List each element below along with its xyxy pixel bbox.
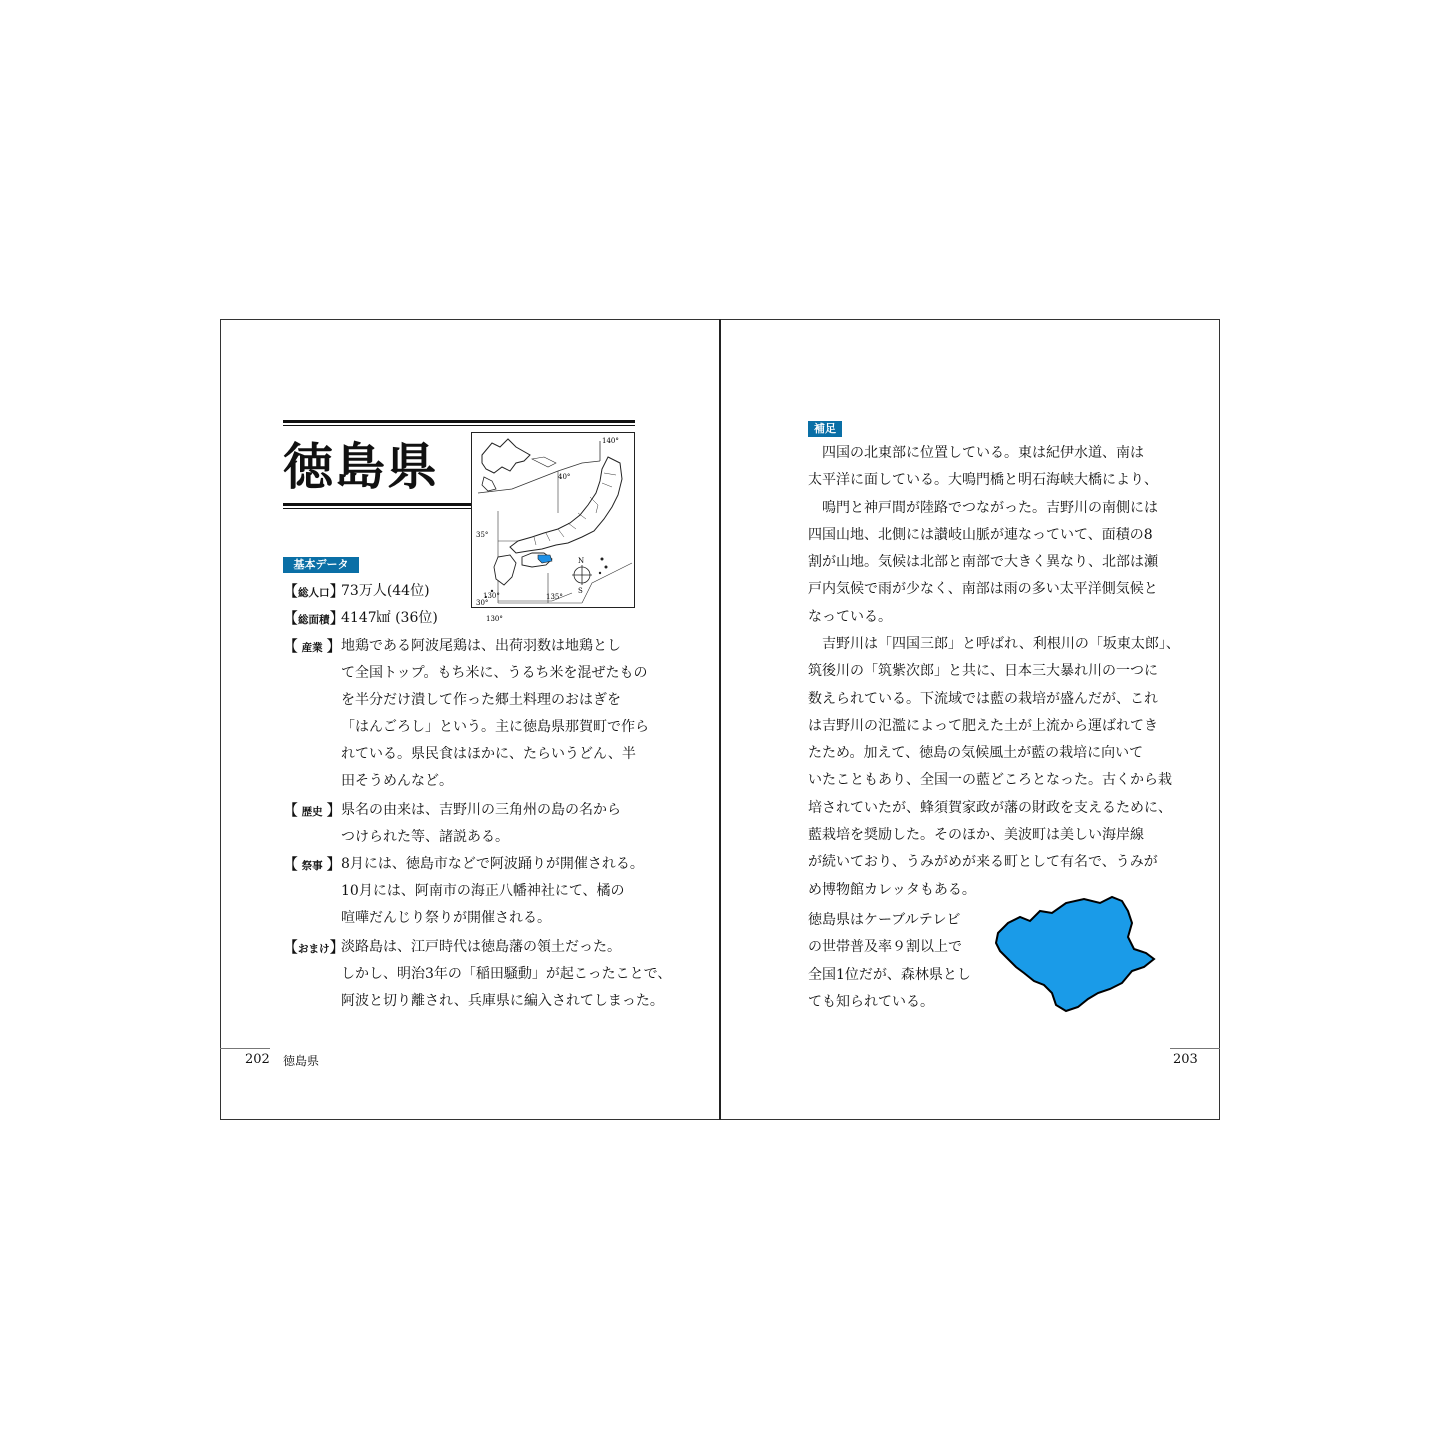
paragraph-line: 戸内気候で雨が少なく、南部は雨の多い太平洋側気候と bbox=[808, 581, 1158, 598]
body-line: 4147㎢ (36位) bbox=[341, 610, 438, 626]
paragraph-line: は吉野川の氾濫によって肥えた土が上流から運ばれてき bbox=[808, 717, 1158, 734]
body-line: 淡路島は、江戸時代は徳島藩の領土だった。 bbox=[341, 939, 621, 955]
row-body bbox=[341, 605, 641, 632]
body-line: を半分だけ潰して作った郷土料理のおはぎを bbox=[341, 692, 621, 708]
label-bracket-close: 】 bbox=[329, 582, 345, 600]
footer-rule-left bbox=[220, 1048, 270, 1049]
title-rule-bottom bbox=[283, 503, 471, 509]
map-label-130-text: 130° bbox=[483, 592, 500, 600]
paragraph-line: たため。加えて、徳島の気候風土が藍の栽培に向いて bbox=[808, 745, 1144, 762]
body-line: 田そうめんなど。 bbox=[341, 773, 453, 789]
paragraph-line: 藍栽培を奨励した。そのほか、美波町は美しい海岸線 bbox=[808, 827, 1144, 844]
compass-s: S bbox=[578, 587, 583, 595]
body-line: 「はんごろし」という。主に徳島県那賀町で作ら bbox=[341, 719, 649, 735]
label-bracket-close: 】 bbox=[329, 938, 345, 956]
paragraph-line: 徳島県はケーブルテレビ bbox=[808, 912, 961, 928]
paragraph-line: の世帯普及率９割以上で bbox=[808, 939, 962, 956]
row-label bbox=[283, 578, 345, 607]
map-label-140: 140° bbox=[602, 437, 619, 445]
page-title: 徳島県 bbox=[283, 437, 439, 496]
label-text: 総面積 bbox=[298, 614, 330, 626]
row-body bbox=[341, 578, 641, 605]
row-body bbox=[341, 633, 649, 795]
paragraph-line: 四国の北東部に位置している。東は紀伊水道、南は bbox=[808, 445, 1144, 461]
gutter-line bbox=[719, 319, 721, 1120]
label-text: 総人口 bbox=[298, 587, 330, 599]
tokushima-prefecture-silhouette bbox=[996, 897, 1154, 1011]
map-label-130: 130° bbox=[486, 615, 503, 623]
paragraph-line: 鳴門と神戸間が陸路でつながった。吉野川の南側には bbox=[808, 499, 1158, 516]
label-bracket-close: 】 bbox=[326, 855, 342, 873]
page-number-left: 202 bbox=[245, 1052, 270, 1067]
row-label bbox=[283, 633, 341, 662]
row-label bbox=[283, 797, 341, 826]
paragraph-line: ても知られている。 bbox=[808, 993, 934, 1010]
body-line: 73万人(44位) bbox=[341, 583, 430, 599]
paragraph-line: 割が山地。気候は北部と南部で大きく異なり、北部は瀬 bbox=[808, 554, 1158, 571]
body-line: て全国トップ。もち米に、うるち米を混ぜたもの bbox=[341, 665, 648, 681]
map-label-35: 35° bbox=[476, 531, 489, 539]
running-head: 徳島県 bbox=[283, 1054, 320, 1068]
label-bracket-open: 【 bbox=[283, 938, 299, 956]
label-text: 祭事 bbox=[298, 860, 327, 872]
map-label-30: 30° bbox=[476, 599, 489, 607]
body-line: 10月には、阿南市の海正八幡神社にて、橘の bbox=[341, 883, 625, 899]
body-line: 地鶏である阿波尾鶏は、出荷羽数は地鶏とし bbox=[341, 638, 621, 654]
label-bracket-close: 】 bbox=[326, 637, 342, 655]
label-bracket-open: 【 bbox=[283, 855, 299, 873]
body-line: 県名の由来は、吉野川の三角州の島の名から bbox=[341, 802, 621, 818]
body-line: しかし、明治3年の「稲田騒動」が起こったことで、 bbox=[341, 966, 672, 982]
paragraph-line: 吉野川は「四国三郎」と呼ばれ、利根川の「坂東太郎」、 bbox=[808, 636, 1180, 652]
footer-rule-right bbox=[1170, 1048, 1220, 1049]
label-bracket-open: 【 bbox=[283, 582, 299, 600]
row-body bbox=[341, 851, 644, 932]
paragraph-line: なっている。 bbox=[808, 608, 892, 625]
paragraph-line: 四国山地、北側には讃岐山脈が連なっていて、面積の8 bbox=[808, 526, 1153, 543]
page-number-right: 203 bbox=[1173, 1052, 1198, 1067]
row-label bbox=[283, 851, 341, 880]
row-body bbox=[341, 797, 641, 851]
paragraph-line: め博物館カレッタもある。 bbox=[808, 881, 976, 898]
tokushima-shape bbox=[994, 893, 1160, 1013]
label-text: 産業 bbox=[298, 642, 327, 654]
supplement-tag: 補足 bbox=[808, 421, 842, 437]
body-line: 喧嘩だんじり祭りが開催される。 bbox=[341, 910, 551, 926]
paragraph-1 bbox=[808, 440, 1168, 631]
paragraph-line: 培されていたが、蜂須賀家政が藩の財政を支えるために、 bbox=[808, 799, 1172, 816]
compass-n: N bbox=[578, 557, 585, 565]
map-label-135: 135° bbox=[546, 593, 563, 601]
paragraph-line: 太平洋に面している。大鳴門橋と明石海峡大橋により、 bbox=[808, 472, 1158, 489]
row-label bbox=[283, 605, 345, 634]
body-line: 8月には、徳島市などで阿波踊りが開催される。 bbox=[341, 856, 644, 872]
paragraph-line: 数えられている。下流域では藍の栽培が盛んだが、これ bbox=[808, 690, 1158, 707]
row-body bbox=[341, 934, 672, 1015]
body-line: つけられた等、諸説ある。 bbox=[341, 829, 509, 845]
paragraph-line: 全国1位だが、森林県とし bbox=[808, 966, 971, 983]
label-bracket-open: 【 bbox=[283, 801, 299, 819]
label-bracket-close: 】 bbox=[326, 801, 342, 819]
label-bracket-close: 】 bbox=[329, 609, 345, 627]
paragraph-2 bbox=[808, 631, 1180, 904]
label-bracket-open: 【 bbox=[283, 637, 299, 655]
body-line: れている。県民食はほかに、たらいうどん、半 bbox=[341, 746, 636, 762]
label-text: 歴史 bbox=[298, 806, 327, 818]
title-rule-top bbox=[283, 420, 635, 426]
body-line: 阿波と切り離され、兵庫県に編入されてしまった。 bbox=[341, 993, 664, 1009]
paragraph-line: 筑後川の「筑紫次郎」と共に、日本三大暴れ川の一つに bbox=[808, 663, 1158, 680]
row-label bbox=[283, 934, 345, 963]
label-text: おまけ bbox=[298, 943, 330, 955]
basic-data-tag: 基本データ bbox=[283, 557, 359, 573]
label-bracket-open: 【 bbox=[283, 609, 299, 627]
paragraph-line: が続いており、うみがめが来る町として有名で、うみが bbox=[808, 854, 1158, 871]
paragraph-line: いたこともあり、全国一の藍どころとなった。古くから栽 bbox=[808, 772, 1172, 789]
map-label-40: 40° bbox=[558, 473, 571, 481]
